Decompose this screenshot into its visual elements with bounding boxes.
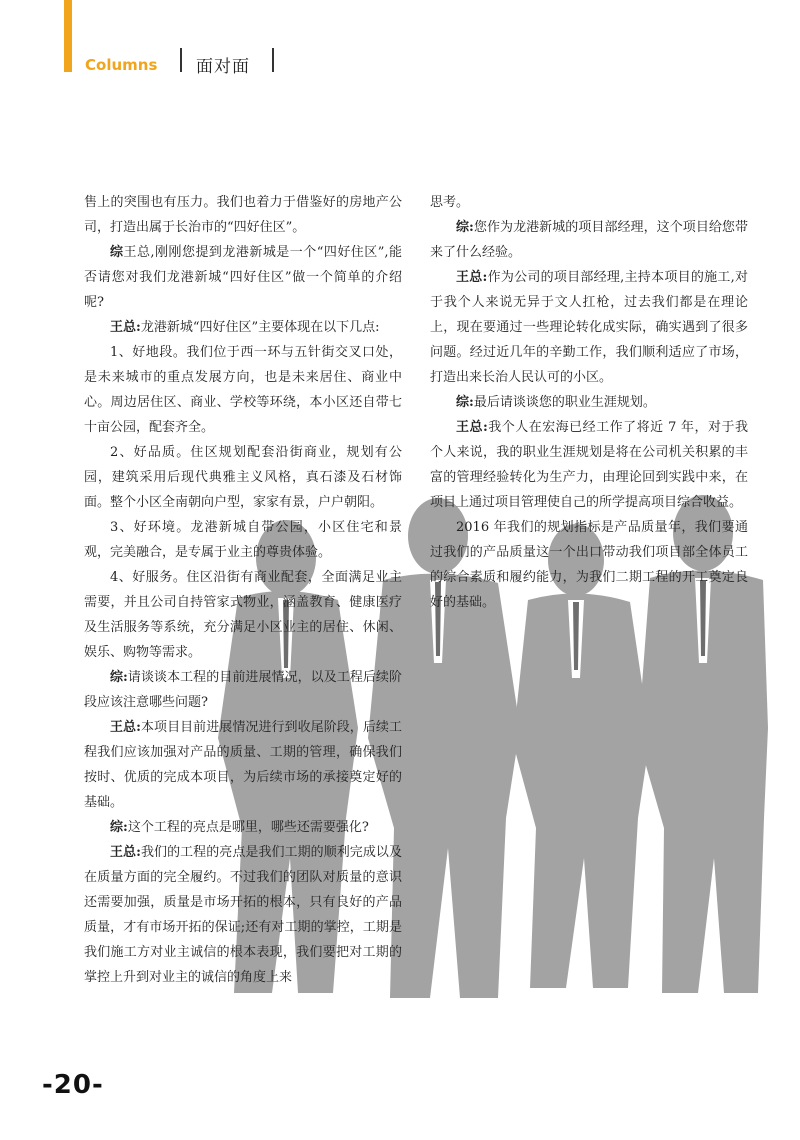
accent-bar — [64, 0, 72, 72]
paragraph: 王总:作为公司的项目部经理,主持本项目的施工,对于我个人来说无异于文人扛枪，过去我们都是在理论上，现在要通过一些理论转化成实际，确实遇到了很多问题。经过近几年的辛勤工作，我们顺利适应了市场，打造出来长治人民认可的小区。 — [430, 270, 748, 385]
title-separator-left — [180, 48, 182, 72]
paragraph: 王总:龙港新城“四好住区”主要体现在以下几点: — [110, 320, 380, 335]
paragraph: 售上的突围也有压力。我们也着力于借鉴好的房地产公司，打造出属于长治市的“四好住区”。 — [84, 195, 402, 235]
right-text-column — [430, 190, 748, 615]
paragraph: 3、好环境。龙港新城自带公园，小区住宅和景观，完美融合，是专属于业主的尊贵体验。 — [84, 520, 402, 560]
paragraph: 2016 年我们的规划指标是产品质量年，我们要通过我们的产品质量这一个出口带动我们项目部全体员工的综合素质和履约能力，为我们二期工程的开工奠定良好的基础。 — [430, 520, 748, 610]
paragraph: 综:请谈谈本工程的目前进展情况，以及工程后续阶段应该注意哪些问题? — [84, 670, 402, 710]
paragraph: 1、好地段。我们位于西一环与五针街交叉口处，是未来城市的重点发展方向，也是未来居住、商业中心。周边居住区、商业、学校等环绕，本小区还自带七十亩公园，配套齐全。 — [84, 345, 402, 435]
title-separator-right — [272, 48, 274, 72]
section-label: Columns — [85, 56, 158, 74]
paragraph: 综王总,刚刚您提到龙港新城是一个“四好住区”,能否请您对我们龙港新城“四好住区”做一个简单的介绍呢? — [84, 245, 402, 310]
paragraph: 综:这个工程的亮点是哪里，哪些还需要强化? — [110, 820, 369, 835]
paragraph: 王总:本项目目前进展情况进行到收尾阶段，后续工程我们应该加强对产品的质量、工期的管理，确保我们按时、优质的完成本项目，为后续市场的承接奠定好的基础。 — [84, 720, 402, 810]
paragraph: 王总:我们的工程的亮点是我们工期的顺利完成以及在质量方面的完全履约。不过我们的团队对质量的意识还需要加强，质量是市场开拓的根本，只有良好的产品质量，才有市场开拓的保证;还有对工期的掌控，工期是我们施工方对业主诚信的根本表现，我们要把对工期的掌控上升到对业主的诚信的角度上来 — [84, 845, 402, 985]
paragraph: 思考。 — [430, 195, 470, 210]
paragraph: 综:您作为龙港新城的项目部经理，这个项目给您带来了什么经验。 — [430, 220, 748, 260]
paragraph: 4、好服务。住区沿街有商业配套，全面满足业主需要，并且公司自持管家式物业，涵盖教育、健康医疗及生活服务等系统，充分满足小区业主的居住、休闲、娱乐、购物等需求。 — [84, 570, 402, 660]
left-text-column — [84, 190, 402, 990]
column-title: 面对面 — [196, 57, 250, 77]
paragraph: 综:最后请谈谈您的职业生涯规划。 — [456, 395, 656, 410]
page-number: -20- — [42, 1070, 104, 1100]
paragraph: 2、好品质。住区规划配套沿街商业，规划有公园，建筑采用后现代典雅主义风格，真石漆及石材饰面。整个小区全南朝向户型，家家有景，户户朝阳。 — [84, 445, 402, 510]
paragraph: 王总:我个人在宏海已经工作了将近 7 年，对于我个人来说，我的职业生涯规划是将在公司机关积累的丰富的管理经验转化为生产力，由理论回到实践中来，在项目上通过项目管理使自己的所学提高项目综合收益。 — [430, 420, 748, 510]
